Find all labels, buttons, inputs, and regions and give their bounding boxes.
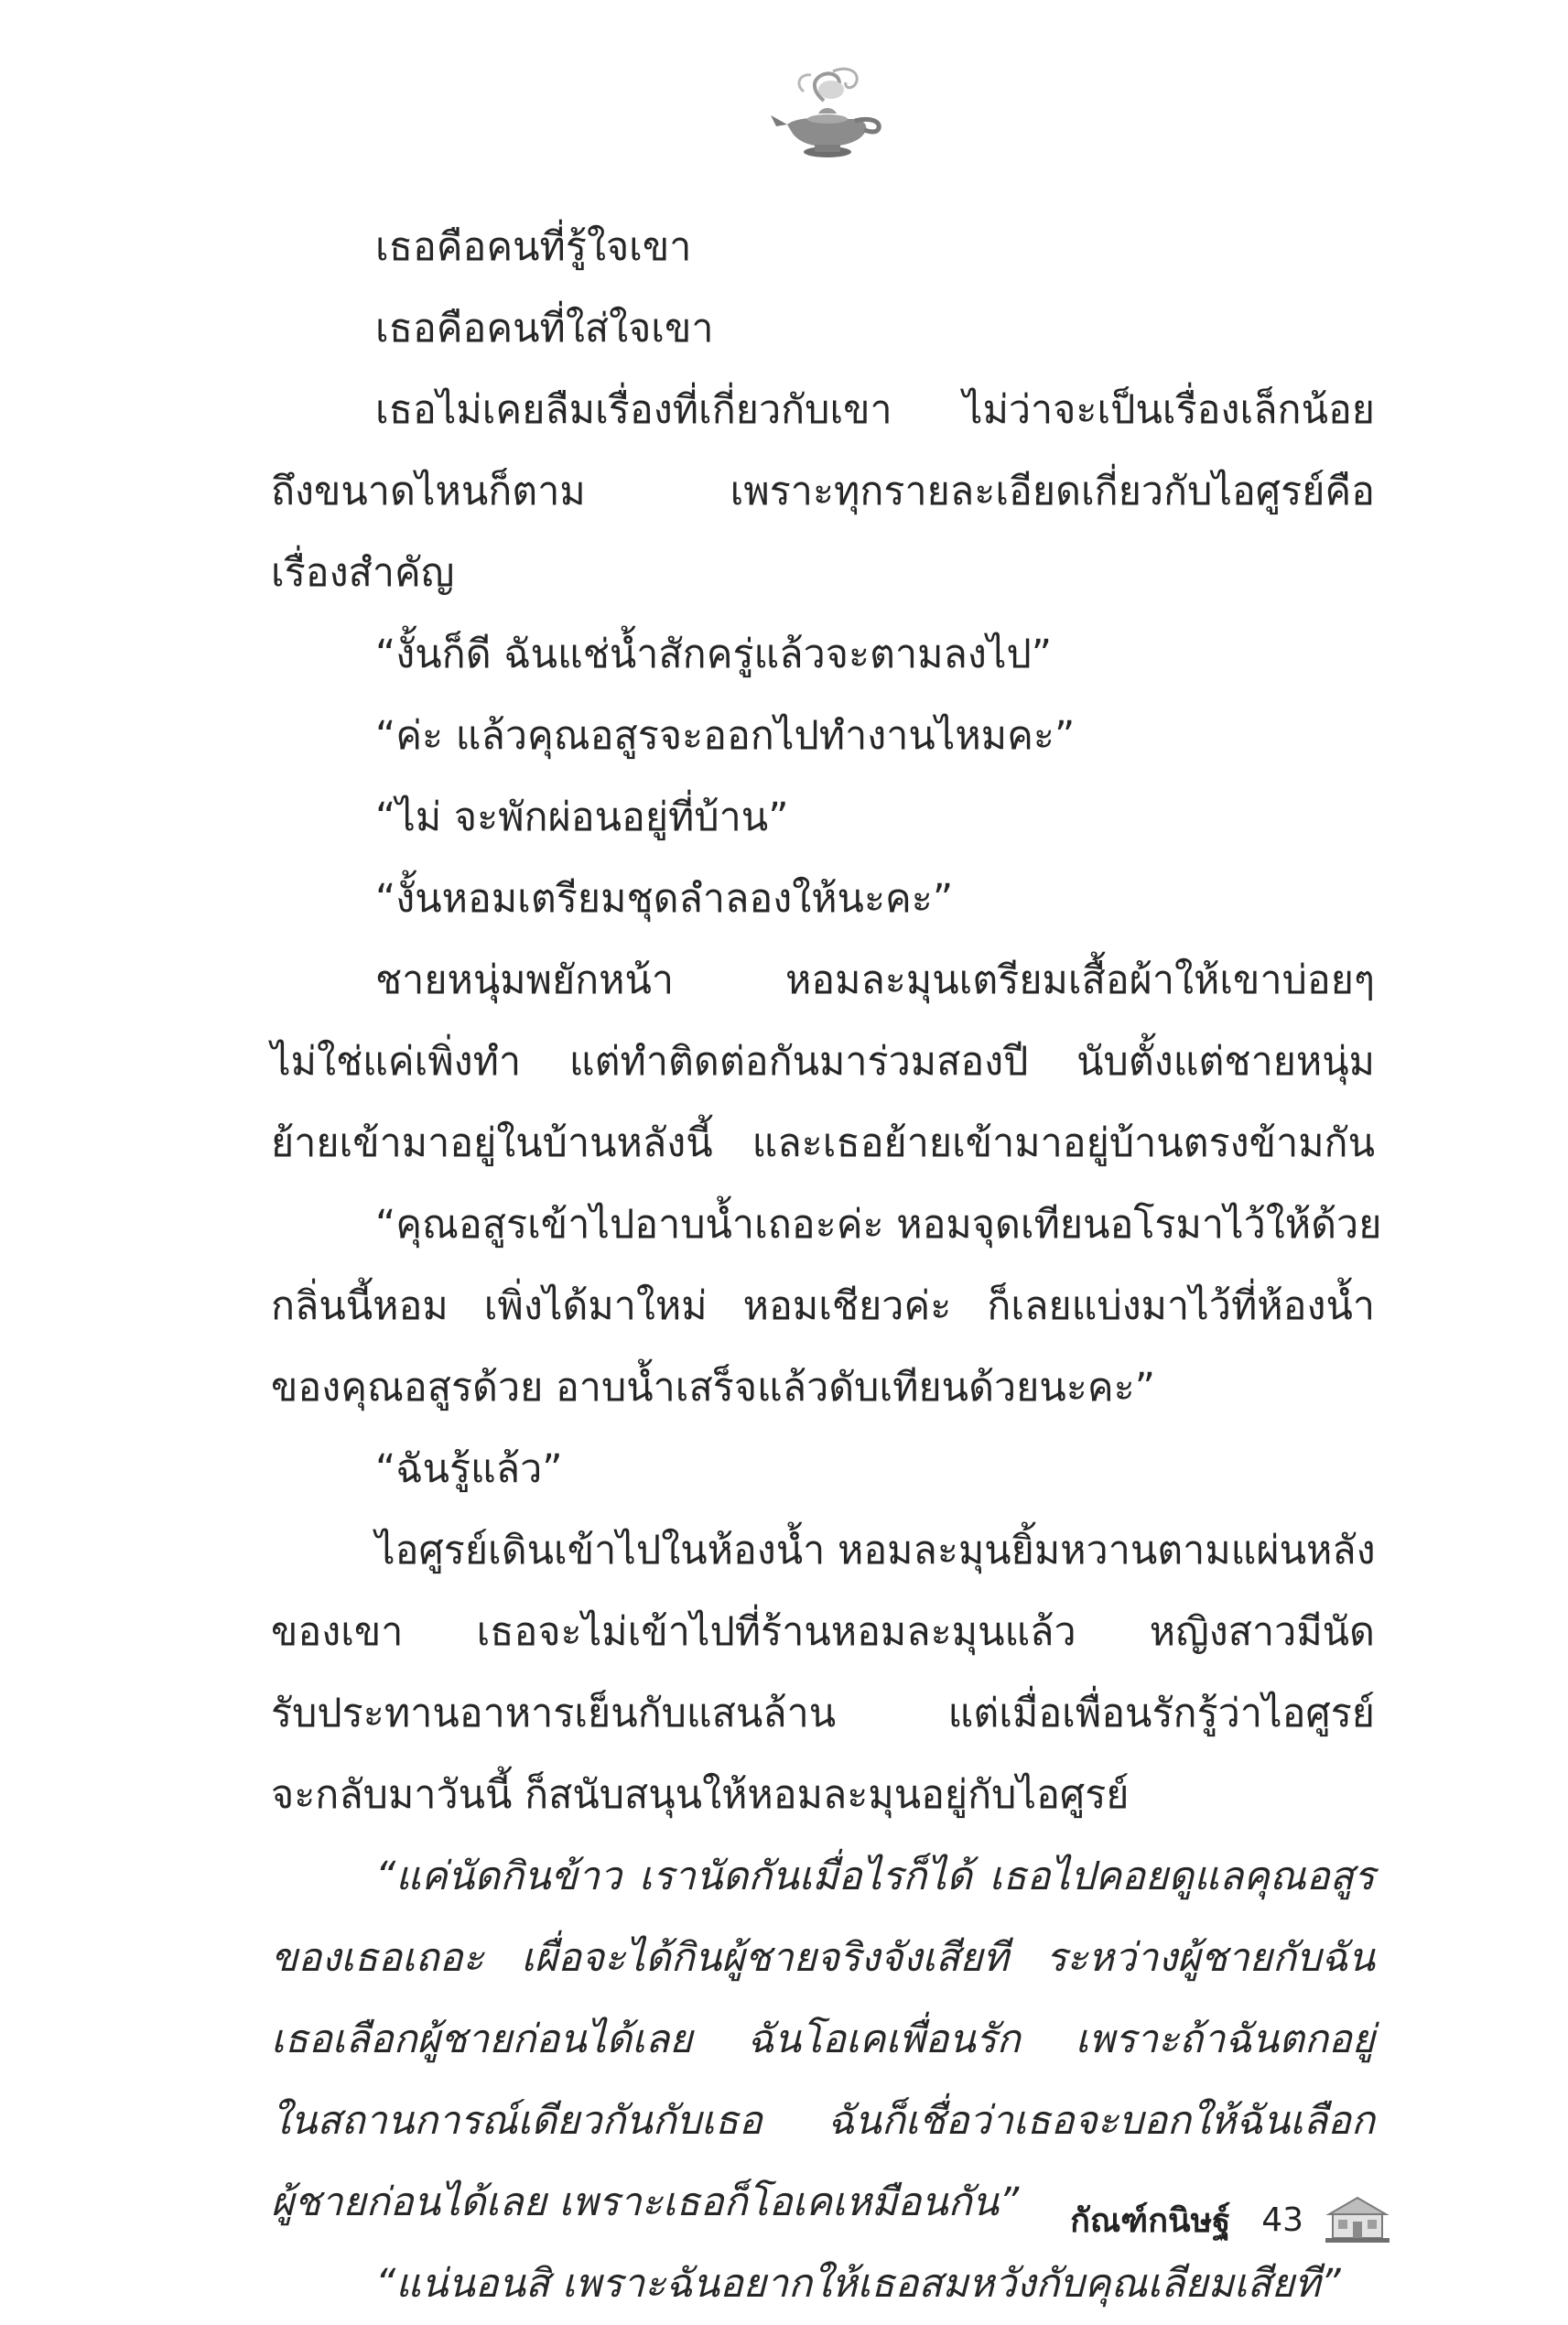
text-line [271,1755,1375,1836]
text-line-content: เธอไม่เคยลืมเรื่องที่เกี่ยวกับเขา ไม่ว่าจะเป็นเรื่องเล็กน้อย [375,387,1375,433]
text-line [271,1510,1375,1592]
text-line-content: “ฉันรู้แล้ว” [375,1446,563,1492]
text-line-content: “ไม่ จะพักผ่อนอยู่ที่บ้าน” [375,795,789,840]
text-line [271,1836,1375,1918]
text-line-content: ของเธอเถอะ เผื่อจะได้กินผู้ชายจริงจังเสียที ระหว่างผู้ชายกับฉัน [271,1935,1375,1981]
text-line [271,533,1375,614]
text-line [271,288,1375,370]
text-line [271,207,1375,288]
text-line [271,614,1375,696]
text-line [271,1592,1375,1673]
text-line-content: ไม่ใช่แค่เพิ่งทำ แต่ทำติดต่อกันมาร่วมสองปี นับตั้งแต่ชายหนุ่ม [271,1039,1375,1085]
text-line-content: จะกลับมาวันนี้ ก็สนับสนุนให้หอมละมุนอยู่กับไอศูรย์ [271,1772,1130,1818]
text-line-content: “งั้นก็ดี ฉันแช่น้ำสักครู่แล้วจะตามลงไป” [375,632,1053,677]
text-line [271,1999,1375,2081]
body-text [271,207,1382,2325]
text-line [271,451,1375,533]
text-line-content: ถึงขนาดไหนก็ตาม เพราะทุกรายละเอียดเกี่ยวกับไอศูรย์คือ [271,469,1375,514]
text-line-content: “งั้นหอมเตรียมชุดลำลองให้นะคะ” [375,876,954,922]
text-line [271,859,1375,940]
text-line [271,1673,1375,1755]
text-line-content: ผู้ชายก่อนได้เลย เพราะเธอก็โอเคเหมือนกัน” [271,2179,1020,2225]
text-line-content: กลิ่นนี้หอม เพิ่งได้มาใหม่ หอมเชียวค่ะ ก็เลยแบ่งมาไว้ที่ห้องน้ำ [271,1283,1375,1329]
text-line-content: ของคุณอสูรด้วย อาบน้ำเสร็จแล้วดับเทียนด้วยนะคะ” [271,1365,1155,1411]
text-line-content: เรื่องสำคัญ [271,550,455,596]
text-line-content: ของเขา เธอจะไม่เข้าไปที่ร้านหอมละมุนแล้ว หญิงสาวมีนัด [271,1609,1375,1655]
text-line [271,1184,1382,1266]
text-line-content: ไอศูรย์เดินเข้าไปในห้องน้ำ หอมละมุนยิ้มหวานตามแผ่นหลัง [375,1528,1376,1573]
text-line-content: ย้ายเข้ามาอยู่ในบ้านหลังนี้ และเธอย้ายเข้ามาอยู่บ้านตรงข้ามกัน [271,1120,1375,1166]
text-line-content: “ค่ะ แล้วคุณอสูรจะออกไปทำงานไหมคะ” [375,713,1076,759]
text-line [271,1266,1375,1347]
text-line [271,1347,1375,1429]
text-line-content: เธอคือคนที่รู้ใจเขา [375,224,692,270]
text-line-content: “แน่นอนสิ เพราะฉันอยากให้เธอสมหวังกับคุณเลียมเสียที” [375,2261,1341,2307]
text-line-content: รับประทานอาหารเย็นกับแสนล้าน แต่เมื่อเพื่อนรักรู้ว่าไอศูรย์ [271,1691,1375,1736]
text-line [271,1022,1375,1103]
text-line [271,2081,1375,2162]
house-icon [1324,2194,1391,2245]
text-line [271,1429,1375,1510]
page-number: 43 [1261,2201,1303,2239]
text-line [271,777,1375,859]
text-line-content: “คุณอสูรเข้าไปอาบน้ำเถอะค่ะ หอมจุดเทียนอโรมาไว้ให้ด้วย [375,1202,1382,1248]
text-line [271,1918,1375,1999]
book-title: กัณฑ์กนิษฐ์ [1070,2201,1231,2240]
text-line [271,1103,1375,1184]
text-line-content: เธอคือคนที่ใส่ใจเขา [375,306,714,351]
text-line-content: เธอเลือกผู้ชายก่อนได้เลย ฉันโอเคเพื่อนรัก เพราะถ้าฉันตกอยู่ [271,2017,1375,2062]
text-line-content: “แค่นัดกินข้าว เรานัดกันเมื่อไรก็ได้ เธอไปคอยดูแลคุณอสูร [375,1854,1375,1899]
text-line-content: ในสถานการณ์เดียวกันกับเธอ ฉันก็เชื่อว่าเธอจะบอกให้ฉันเลือก [271,2098,1375,2144]
text-line [271,940,1375,1022]
page-footer [970,2183,1391,2256]
text-line [271,696,1375,777]
text-line [271,370,1375,451]
genie-lamp-icon [767,64,886,167]
text-line-content: ชายหนุ่มพยักหน้า หอมละมุนเตรียมเสื้อผ้าให้เขาบ่อยๆ [375,957,1375,1003]
